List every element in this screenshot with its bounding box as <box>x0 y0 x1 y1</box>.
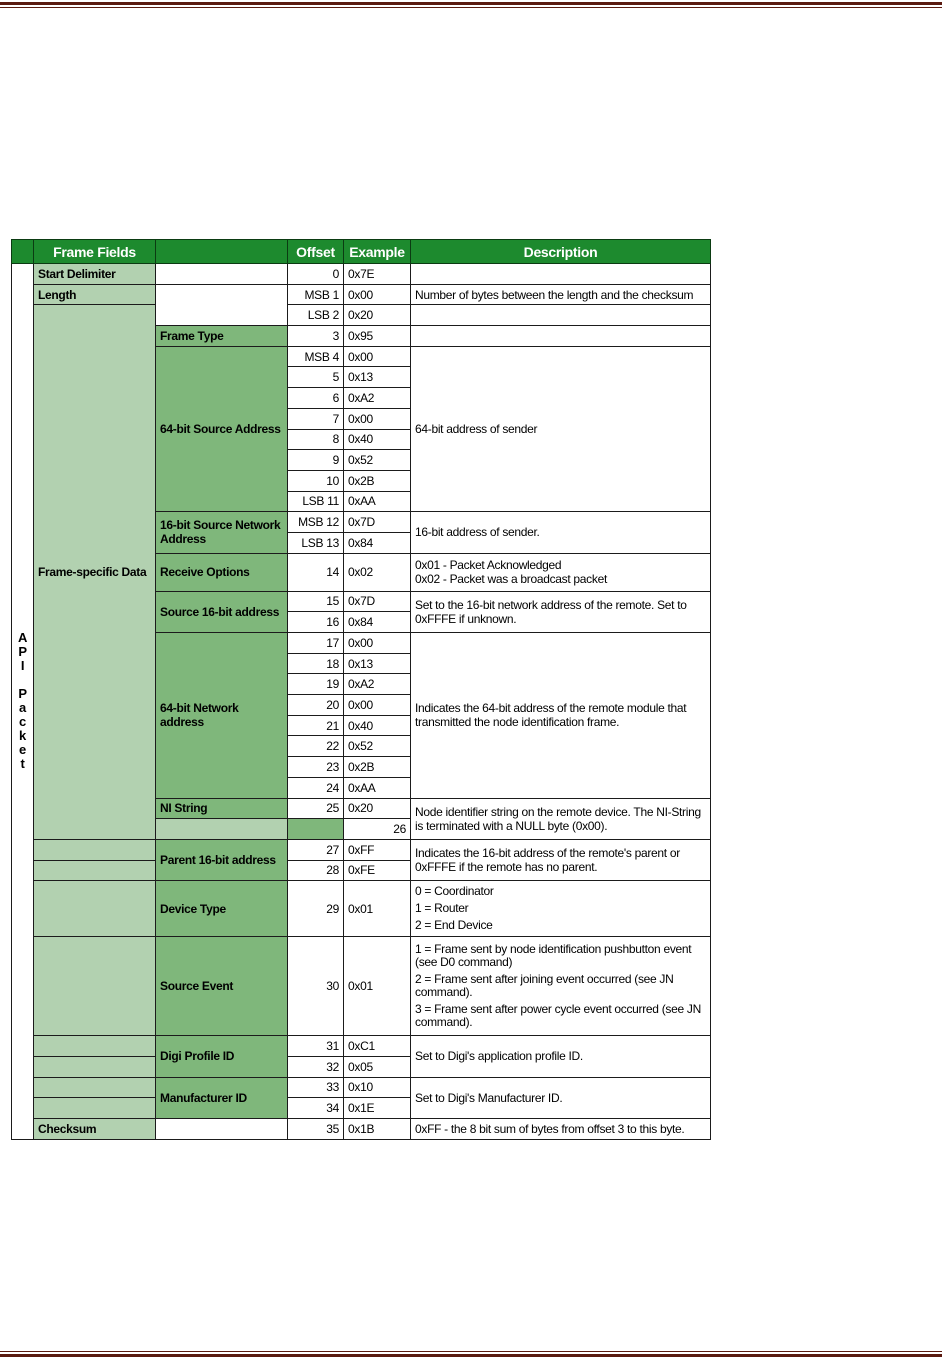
offset-cell: 22 <box>288 736 344 757</box>
field-checksum: Checksum <box>34 1119 156 1140</box>
description-device-type <box>411 881 711 937</box>
description-ni-string: Node identifier string on the remote device. The NI-String is terminated with a NULL byte (0x00). <box>411 798 711 839</box>
example-cell: 0x20 <box>344 798 411 819</box>
field-length: Length <box>34 284 156 305</box>
offset-cell: 16 <box>288 612 344 633</box>
subfield-blank <box>156 1119 288 1140</box>
example-cell: 0x01 <box>344 881 411 937</box>
subfield-manufacturer-id: Manufacturer ID <box>156 1077 288 1118</box>
subfield-64-bit-source-address: 64-bit Source Address <box>156 346 288 512</box>
table-header-row <box>12 240 711 264</box>
example-cell: 0x7D <box>344 512 411 533</box>
description-cell <box>411 264 711 285</box>
api-packet-letter: e <box>19 742 26 758</box>
example-cell: 0x20 <box>344 305 411 326</box>
offset-cell: 14 <box>288 553 344 591</box>
offset-cell: 30 <box>288 937 344 1036</box>
offset-cell: 34 <box>288 1098 344 1119</box>
offset-cell: 32 <box>288 1056 344 1077</box>
field-blank <box>34 881 156 937</box>
example-cell: 0x52 <box>344 450 411 471</box>
offset-cell: 25 <box>288 798 344 819</box>
field-blank <box>34 839 156 860</box>
offset-cell: 26 <box>344 819 411 840</box>
description-line: 2 = Frame sent after joining event occurred (see JN command). <box>415 971 674 1000</box>
example-cell: 0x00 <box>344 633 411 654</box>
table-row <box>12 264 711 285</box>
example-cell: 0xC1 <box>344 1036 411 1057</box>
offset-cell: 15 <box>288 591 344 612</box>
example-cell: 0x01 <box>344 937 411 1036</box>
subfield-receive-options: Receive Options <box>156 553 288 591</box>
field-blank <box>34 860 156 881</box>
example-cell: 0x05 <box>344 1056 411 1077</box>
offset-cell: MSB 1 <box>288 284 344 305</box>
description-line: 3 = Frame sent after power cycle event occurred (see JN command). <box>415 1001 701 1030</box>
offset-cell: 27 <box>288 839 344 860</box>
offset-cell: LSB 2 <box>288 305 344 326</box>
api-packet-label <box>12 264 34 1140</box>
description-source-16-bit: Set to the 16-bit network address of the remote. Set to 0xFFFE if unknown. <box>411 591 711 632</box>
example-cell: 0x02 <box>344 553 411 591</box>
offset-cell: MSB 12 <box>288 512 344 533</box>
subfield-ni-string: NI String <box>156 798 288 819</box>
api-frame-table <box>11 239 711 1140</box>
table-row <box>12 305 711 326</box>
offset-cell: 35 <box>288 1119 344 1140</box>
offset-cell: 6 <box>288 388 344 409</box>
example-cell: 0x1B <box>344 1119 411 1140</box>
table-row <box>12 937 711 1036</box>
table-row <box>12 1036 711 1057</box>
subfield-parent-16-bit-address: Parent 16-bit address <box>156 839 288 880</box>
header-blank-cell <box>12 240 34 264</box>
example-cell: 0x84 <box>344 612 411 633</box>
example-cell: 0xAA <box>344 491 411 512</box>
example-cell: 0xFF <box>344 839 411 860</box>
description-length: Number of bytes between the length and the checksum <box>411 284 711 305</box>
offset-cell: 29 <box>288 881 344 937</box>
api-packet-letter: k <box>19 728 26 744</box>
example-cell: 0x10 <box>344 1077 411 1098</box>
subfield-frame-type: Frame Type <box>156 326 288 347</box>
description-cell <box>411 326 711 347</box>
offset-cell: 7 <box>288 408 344 429</box>
api-packet-letter <box>16 673 29 687</box>
field-start-delimiter: Start Delimiter <box>34 264 156 285</box>
offset-cell: 8 <box>288 429 344 450</box>
subfield-device-type: Device Type <box>156 881 288 937</box>
subfield-16-bit-source-network-address: 16-bit Source Network Address <box>156 512 288 553</box>
description-line: 1 = Router <box>415 901 469 916</box>
offset-cell: LSB 13 <box>288 532 344 553</box>
example-cell: 0x2B <box>344 470 411 491</box>
example-cell: 0x95 <box>344 326 411 347</box>
table-row <box>12 1119 711 1140</box>
example-cell: 0x00 <box>344 695 411 716</box>
offset-cell: 24 <box>288 777 344 798</box>
example-cell: 0x7D <box>344 591 411 612</box>
field-blank <box>34 1077 156 1098</box>
offset-cell: MSB 4 <box>288 346 344 367</box>
subfield-source-event: Source Event <box>156 937 288 1036</box>
example-cell: 0x1E <box>344 1098 411 1119</box>
offset-cell: 23 <box>288 757 344 778</box>
description-receive-options <box>411 553 711 591</box>
description-line: 0 = Coordinator <box>415 884 494 899</box>
header-description: Description <box>411 240 711 264</box>
offset-cell: 31 <box>288 1036 344 1057</box>
offset-cell: 0 <box>288 264 344 285</box>
offset-cell: 21 <box>288 715 344 736</box>
offset-cell: 17 <box>288 633 344 654</box>
table-row <box>12 881 711 937</box>
description-checksum: 0xFF - the 8 bit sum of bytes from offset 3 to this byte. <box>411 1119 711 1140</box>
example-cell: 0x7E <box>344 264 411 285</box>
header-subfield-cell <box>156 240 288 264</box>
example-cell: 0xA2 <box>344 388 411 409</box>
example-cell: 0x84 <box>344 532 411 553</box>
field-blank <box>34 937 156 1036</box>
footer-rule <box>0 1351 942 1357</box>
offset-cell: 10 <box>288 470 344 491</box>
api-packet-letter: c <box>19 714 26 730</box>
header-frame-fields: Frame Fields <box>34 240 156 264</box>
table-row <box>12 839 711 860</box>
example-cell: 0x00 <box>344 408 411 429</box>
api-packet-letter: I <box>20 658 25 674</box>
example-cell: 0x00 <box>344 284 411 305</box>
offset-cell: 5 <box>288 367 344 388</box>
api-packet-letter: P <box>18 686 27 702</box>
subfield-64-bit-network-address: 64-bit Network address <box>156 633 288 799</box>
api-packet-letter: a <box>19 700 26 716</box>
subfield-blank <box>156 284 288 325</box>
api-packet-letter: A <box>17 630 28 646</box>
offset-cell: 19 <box>288 674 344 695</box>
field-blank <box>34 1098 156 1119</box>
subfield-digi-profile-id: Digi Profile ID <box>156 1036 288 1077</box>
field-blank <box>34 1036 156 1057</box>
description-line: 1 = Frame sent by node identification pushbutton event (see D0 command) <box>415 941 692 970</box>
header-offset: Offset <box>288 240 344 264</box>
subfield-blank <box>156 264 288 285</box>
description-source-event <box>411 937 711 1036</box>
example-cell: 0xAA <box>344 777 411 798</box>
description-cell <box>411 305 711 326</box>
table-row <box>12 1077 711 1098</box>
example-cell: 0x40 <box>344 429 411 450</box>
description-line: 0x01 - Packet Acknowledged <box>415 558 562 573</box>
offset-cell: 3 <box>288 326 344 347</box>
example-cell: 0x2B <box>344 757 411 778</box>
subfield-source-16-bit-address: Source 16-bit address <box>156 591 288 632</box>
header-example: Example <box>344 240 411 264</box>
table-row <box>12 284 711 305</box>
api-packet-letter: t <box>20 756 25 772</box>
offset-cell: 20 <box>288 695 344 716</box>
example-cell: 0x00 <box>344 346 411 367</box>
example-cell: 0x13 <box>344 653 411 674</box>
field-blank <box>34 1056 156 1077</box>
example-cell: 0x13 <box>344 367 411 388</box>
example-cell: 0x52 <box>344 736 411 757</box>
offset-cell: 28 <box>288 860 344 881</box>
description-line: 0x02 - Packet was a broadcast packet <box>415 572 607 587</box>
subfield-blank <box>288 819 344 840</box>
description-digi-profile-id: Set to Digi's application profile ID. <box>411 1036 711 1077</box>
description-64-bit-source: 64-bit address of sender <box>411 346 711 512</box>
field-frame-specific-data: Frame-specific Data <box>34 305 156 840</box>
description-64-bit-network: Indicates the 64-bit address of the remote module that transmitted the node identification frame. <box>411 633 711 799</box>
offset-cell: LSB 11 <box>288 491 344 512</box>
description-16-bit-source-network: 16-bit address of sender. <box>411 512 711 553</box>
header-rule <box>0 2 942 8</box>
offset-cell: 18 <box>288 653 344 674</box>
description-manufacturer-id: Set to Digi's Manufacturer ID. <box>411 1077 711 1118</box>
offset-cell: 33 <box>288 1077 344 1098</box>
description-parent-16-bit: Indicates the 16-bit address of the remote's parent or 0xFFFE if the remote has no parent. <box>411 839 711 880</box>
example-cell: 0x40 <box>344 715 411 736</box>
example-cell: 0xA2 <box>344 674 411 695</box>
description-line: 2 = End Device <box>415 918 493 933</box>
api-packet-letter: P <box>18 644 27 660</box>
field-blank <box>156 819 288 840</box>
example-cell: 0xFE <box>344 860 411 881</box>
offset-cell: 9 <box>288 450 344 471</box>
